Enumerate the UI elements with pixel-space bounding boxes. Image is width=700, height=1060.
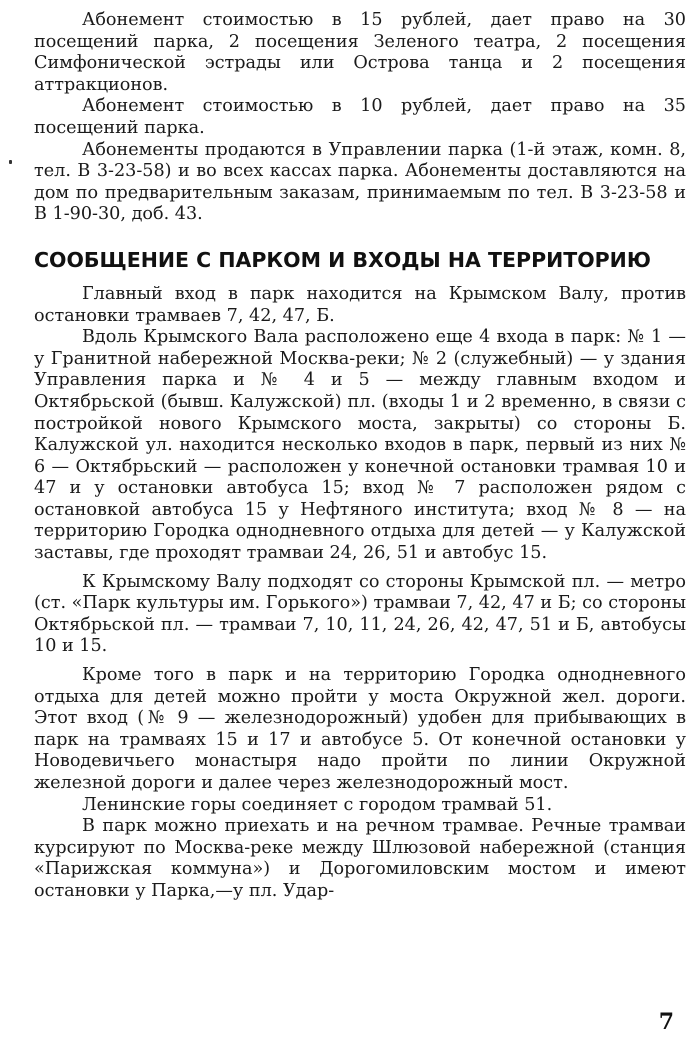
section-heading: СООБЩЕНИЕ С ПАРКОМ И ВХОДЫ НА ТЕРРИТОРИЮ	[34, 247, 651, 272]
page-number: 7	[658, 1009, 674, 1035]
paragraph-other-entrances: Вдоль Крымского Вала расположено еще 4 входа в парк: № 1 — у Гранитной набережной Москва-реки; № 2 (служебный) — у здания Управления парка и № 4 и 5 — между главным входом и Октябрьской (бывш. Калужской) пл. (входы 1 и 2 временно, в связи с постройкой нового Крымского моста, закрыты) со стороны Б. Калужской ул. находится несколько входов в парк, первый из них № 6 — Октябрьский — расположен у конечной остановки трамвая 10 и 47 и у остановки автобуса 15; вход № 7 расположен рядом с остановкой автобуса 15 у Нефтяного института; вход № 8 — на территорию Городка однодневного отдыха для детей — у Калужской заставы, где проходят трамваи 24, 26, 51 и автобус 15.	[34, 327, 686, 564]
paragraph-lenin-hills: Ленинские горы соединяет с городом трамвай 51.	[82, 794, 553, 815]
paragraph-railway-entrance: Кроме того в парк и на территорию Городка однодневного отдыха для детей можно пройти у моста Окружной жел. дороги. Этот вход (№ 9 — железнодорожный) удобен для прибывающих в парк на трамваях 15 и 17 и автобусе 5. От конечной остановки у Новодевичьего монастыря надо пройти по линии Окружной железной дороги и далее через железнодорожный мост.	[34, 665, 686, 793]
paragraph-transport-lines: К Крымскому Валу подходят со стороны Крымской пл. — метро (ст. «Парк культуры им. Горького») трамваи 7, 42, 47 и Б; со стороны Октябрьской пл. — трамваи 7, 10, 11, 24, 26, 42, 47, 51 и Б, автобусы 10 и 15.	[34, 571, 686, 657]
paragraph-subscription-10: Абонемент стоимостью в 10 рублей, дает право на 35 посещений парка.	[34, 96, 686, 138]
paragraph-subscription-15: Абонемент стоимостью в 15 рублей, дает право на 30 посещений парка, 2 посещения Зеленого театра, 2 посещения Симфонической эстрады или Острова танца и 2 посещения аттракционов.	[34, 10, 686, 95]
document-page	[34, 10, 686, 1050]
paragraph-subscription-sales: Абонементы продаются в Управлении парка (1-й этаж, комн. 8, тел. В 3-23-58) и во всех кассах парка. Абонементы доставляются на дом по предварительным заказам, принимаемым по тел. В 3-23-58 и В 1-90-30, доб. 43.	[34, 139, 686, 225]
paragraph-main-entrance: Главный вход в парк находится на Крымском Валу, против остановки трамваев 7, 42, 47, Б.	[34, 283, 686, 326]
margin-mark	[9, 160, 12, 164]
paragraph-river-tram: В парк можно приехать и на речном трамвае. Речные трамваи курсируют по Москва-реке между Шлюзовой набережной (станция «Парижская коммуна») и Дорогомиловским мостом и имеют остановки у Парка,—у пл. Удар-	[34, 816, 686, 901]
